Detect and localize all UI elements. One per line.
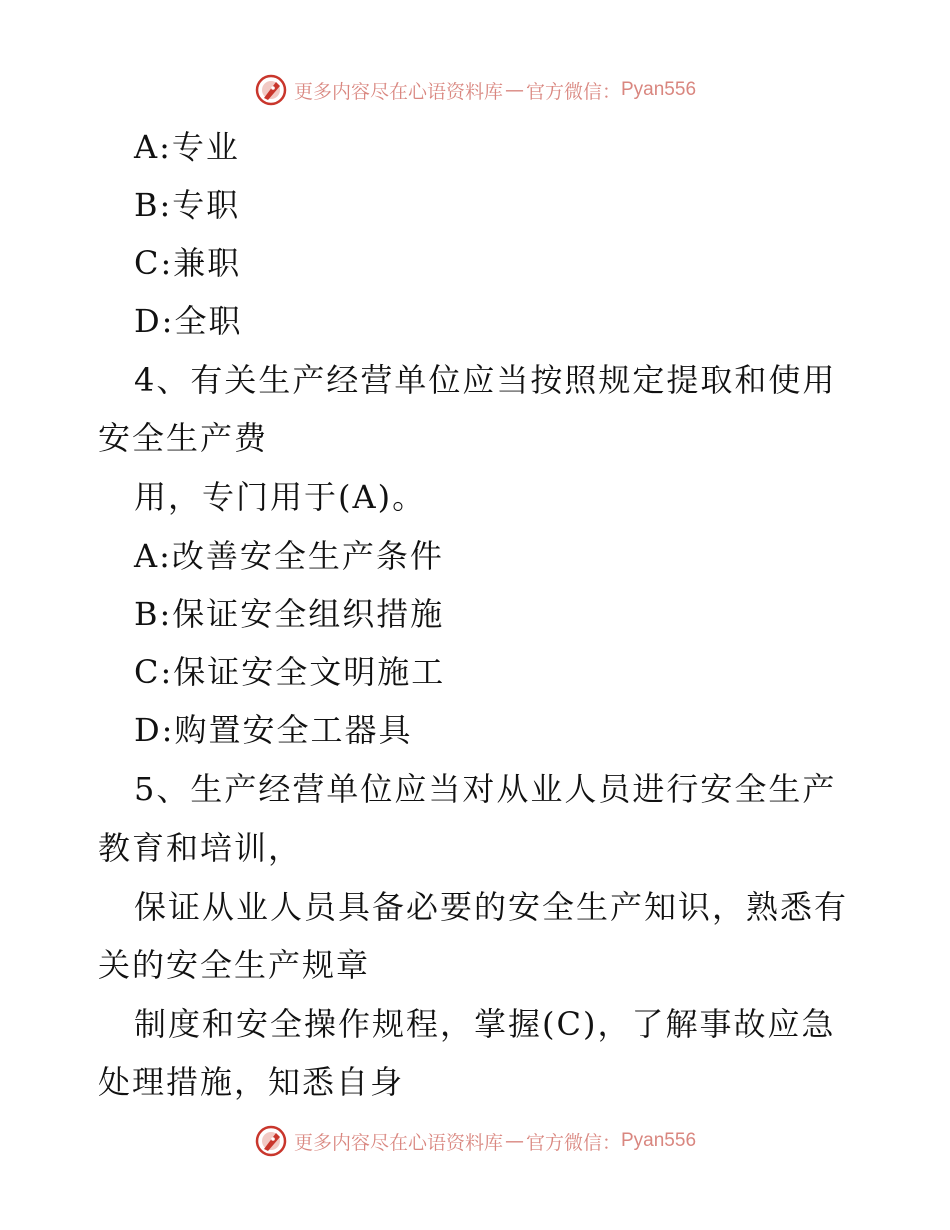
watermark-separator: — xyxy=(504,79,524,101)
option-d: D:全职 xyxy=(134,302,243,340)
watermark-id: Pyan556 xyxy=(621,79,697,100)
option-a: A:专业 xyxy=(134,128,240,166)
watermark-suffix: 官方微信： xyxy=(525,80,621,103)
watermark-suffix: 官方微信： xyxy=(525,1131,621,1154)
watermark-text: 更多内容尽在心语资料库 xyxy=(293,1131,503,1154)
question-4-line-2: 安全生产费 xyxy=(98,419,269,457)
header-watermark xyxy=(0,70,950,110)
watermark-id: Pyan556 xyxy=(621,1130,697,1151)
question-5-line-6: 处理措施，知悉自身 xyxy=(98,1063,405,1101)
question-5-line-3: 保证从业人员具备必要的安全生产知识，熟悉有 xyxy=(134,888,849,926)
option-c: C:保证安全文明施工 xyxy=(134,653,446,691)
question-5-line-1: 5、生产经营单位应当对从业人员进行安全生产 xyxy=(134,770,837,808)
option-d: D:购置安全工器具 xyxy=(134,711,413,749)
watermark-text: 更多内容尽在心语资料库 xyxy=(293,80,503,103)
option-b: B:专职 xyxy=(134,186,241,224)
option-a: A:改善安全生产条件 xyxy=(134,537,444,575)
question-5-line-5: 制度和安全操作规程，掌握(C)，了解事故应急 xyxy=(134,1005,836,1043)
option-b: B:保证安全组织措施 xyxy=(134,595,445,633)
pen-nib-logo-icon xyxy=(254,1124,288,1158)
watermark-separator: — xyxy=(504,1130,524,1152)
option-c: C:兼职 xyxy=(134,244,242,282)
question-4-line-1: 4、有关生产经营单位应当按照规定提取和使用 xyxy=(134,361,837,399)
question-5-line-2: 教育和培训， xyxy=(98,829,303,867)
question-5-line-4: 关的安全生产规章 xyxy=(98,946,371,984)
footer-watermark xyxy=(0,1121,950,1161)
question-4-line-3: 用，专门用于(A)。 xyxy=(134,478,427,516)
pen-nib-logo-icon xyxy=(254,73,288,107)
